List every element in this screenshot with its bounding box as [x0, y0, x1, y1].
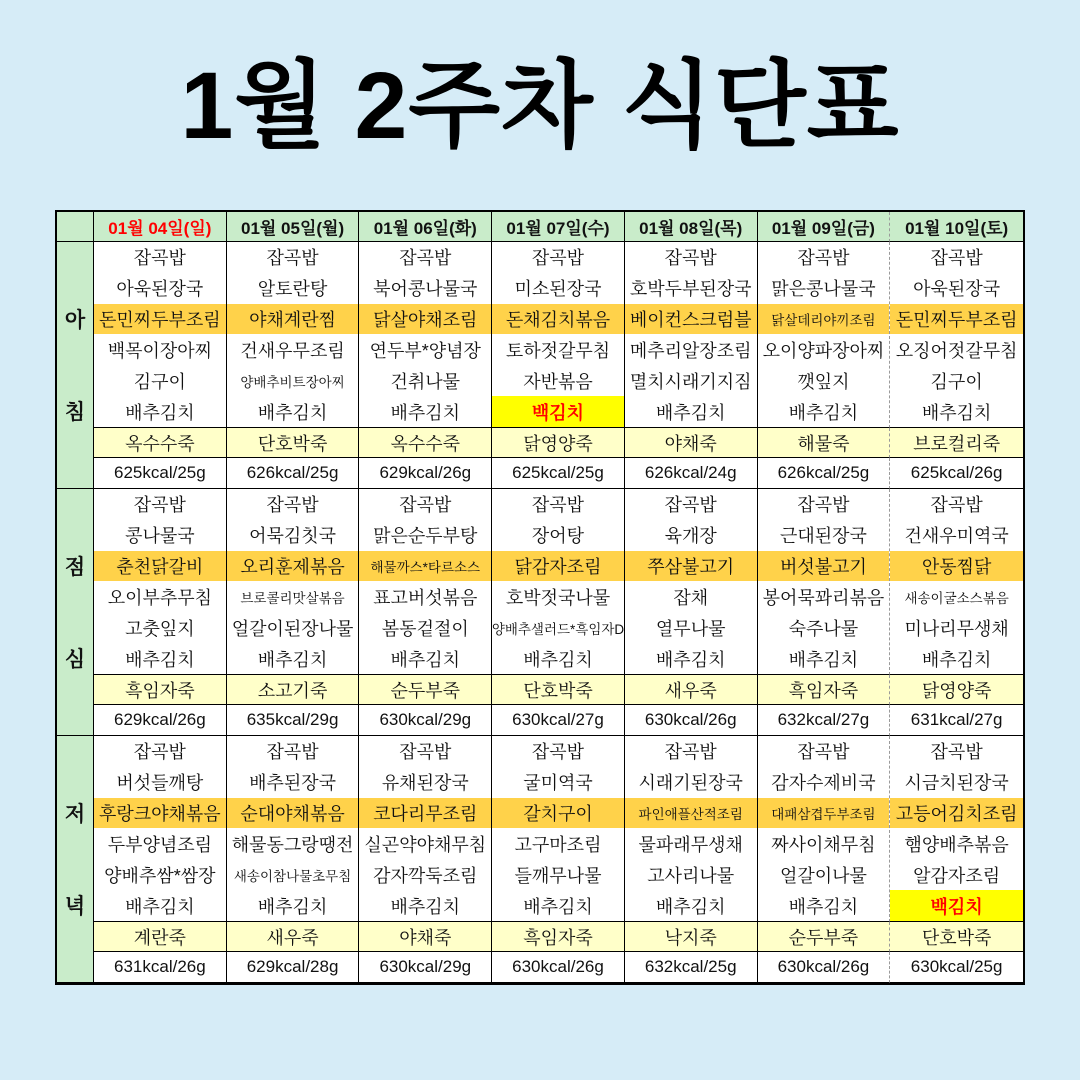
menu-item: 잡곡밥	[133, 742, 186, 763]
date-header-cell: 01월 05일(월)	[227, 212, 360, 242]
menu-item-highlighted: 쭈삼불고기	[625, 551, 757, 582]
menu-item: 배추김치	[788, 649, 859, 670]
menu-item: 건새우미역국	[904, 526, 1009, 547]
porridge-cell: 흑임자죽	[492, 922, 625, 952]
menu-item-highlighted: 순대야채볶음	[227, 798, 359, 829]
menu-item-highlighted: 고등어김치조림	[890, 798, 1023, 829]
menu-item: 감자수제비국	[771, 773, 876, 794]
menu-item: 오징어젓갈무침	[895, 340, 1018, 361]
menu-item: 해물동그랑땡전	[231, 834, 354, 855]
kcal-cell: 630kcal/26g	[492, 952, 625, 983]
menu-item: 새송이굴소스볶음	[904, 590, 1009, 606]
menu-item: 맑은콩나물국	[771, 279, 876, 300]
kcal-cell: 629kcal/26g	[94, 705, 227, 736]
menu-cell	[492, 242, 625, 428]
meal-label-char: 심	[64, 648, 86, 671]
menu-cell	[227, 736, 360, 922]
meal-label-char: 점	[64, 556, 86, 579]
porridge-cell: 새우죽	[625, 675, 758, 705]
menu-item-highlighted: 춘천닭갈비	[94, 551, 226, 582]
porridge-cell: 낙지죽	[625, 922, 758, 952]
meal-plan-grid	[55, 210, 1025, 985]
meal-label-char: 저	[64, 803, 86, 826]
menu-item: 잡곡밥	[797, 495, 850, 516]
menu-item: 잡곡밥	[531, 248, 585, 269]
menu-item: 연두부*양념장	[369, 340, 481, 361]
date-header-cell: 01월 10일(토)	[890, 212, 1023, 242]
porridge-cell: 순두부죽	[359, 675, 492, 705]
kcal-cell: 626kcal/25g	[227, 458, 360, 489]
menu-item-highlighted: 닭감자조림	[492, 551, 624, 582]
menu-item: 잡곡밥	[266, 248, 319, 269]
menu-item: 잡곡밥	[664, 495, 717, 516]
porridge-cell: 야채죽	[625, 428, 758, 458]
meal-label-char: 침	[64, 401, 86, 424]
menu-item-highlighted: 대패삼겹두부조림	[758, 798, 890, 829]
menu-item: 호박두부된장국	[629, 279, 752, 300]
porridge-cell: 단호박죽	[227, 428, 360, 458]
porridge-cell: 순두부죽	[758, 922, 891, 952]
menu-item: 알감자조림	[913, 865, 1001, 886]
menu-item: 배추김치	[390, 649, 461, 670]
menu-cell	[890, 489, 1023, 675]
porridge-cell: 새우죽	[227, 922, 360, 952]
menu-cell	[758, 736, 891, 922]
kcal-cell: 635kcal/29g	[227, 705, 360, 736]
date-header-cell: 01월 04일(일)	[94, 212, 227, 242]
menu-item: 배추김치	[655, 649, 726, 670]
kcal-cell: 625kcal/25g	[94, 458, 227, 489]
menu-item: 숙주나물	[788, 618, 859, 639]
porridge-cell: 단호박죽	[890, 922, 1023, 952]
menu-item: 배추김치	[257, 649, 328, 670]
kcal-cell: 631kcal/26g	[94, 952, 227, 983]
menu-item-highlighted: 후랑크야채볶음	[94, 798, 226, 829]
menu-item: 잡곡밥	[930, 495, 983, 516]
menu-item: 굴미역국	[523, 773, 593, 794]
menu-item-highlighted: 파인애플산적조림	[625, 798, 757, 829]
kcal-cell: 632kcal/27g	[758, 705, 891, 736]
menu-item-highlighted: 안동찜닭	[890, 551, 1023, 582]
menu-item: 잡곡밥	[930, 742, 983, 763]
menu-item: 고춧잎지	[125, 618, 195, 639]
menu-item: 어묵김칫국	[249, 526, 337, 547]
menu-item-highlighted: 돈민찌두부조림	[94, 304, 226, 335]
menu-item-highlighted: 돈민찌두부조림	[890, 304, 1023, 335]
menu-item: 잡곡밥	[531, 495, 585, 516]
menu-cell	[625, 242, 758, 428]
menu-item: 자반볶음	[523, 371, 593, 392]
menu-item: 북어콩나물국	[373, 279, 478, 300]
menu-item: 얼갈이된장나물	[231, 618, 354, 639]
menu-item: 백목이장아찌	[107, 340, 213, 361]
menu-cell	[359, 736, 492, 922]
menu-item-highlighted: 오리훈제볶음	[227, 551, 359, 582]
menu-item: 잡곡밥	[266, 742, 319, 763]
porridge-cell: 옥수수죽	[94, 428, 227, 458]
menu-item: 배추김치	[257, 896, 328, 917]
menu-item: 배추김치	[655, 402, 726, 423]
date-header-cell: 01월 07일(수)	[492, 212, 625, 242]
kcal-cell: 630kcal/26g	[625, 705, 758, 736]
menu-item: 실곤약야채무침	[364, 834, 487, 855]
menu-item: 배추김치	[257, 402, 328, 423]
kcal-cell: 630kcal/27g	[492, 705, 625, 736]
menu-item: 건취나물	[390, 371, 461, 392]
menu-item: 표고버섯볶음	[373, 587, 478, 608]
menu-item: 양배추비트장아찌	[240, 374, 345, 390]
menu-item: 새송이참나물초무침	[233, 868, 352, 884]
menu-item: 고사리나물	[647, 865, 735, 886]
porridge-cell: 야채죽	[359, 922, 492, 952]
menu-item: 고구마조림	[514, 834, 602, 855]
menu-item: 미나리무생채	[904, 618, 1009, 639]
menu-cell	[94, 489, 227, 675]
menu-item: 건새우무조림	[240, 340, 345, 361]
menu-item: 잡채	[673, 587, 709, 608]
menu-item: 잡곡밥	[266, 495, 319, 516]
menu-cell	[758, 242, 891, 428]
menu-item: 아욱된장국	[116, 279, 204, 300]
menu-item: 배추김치	[788, 896, 859, 917]
meal-label-char: 녁	[64, 895, 86, 918]
menu-item: 호박젓국나물	[505, 587, 611, 608]
porridge-cell: 단호박죽	[492, 675, 625, 705]
kcal-cell: 632kcal/25g	[625, 952, 758, 983]
date-header-cell: 01월 09일(금)	[758, 212, 891, 242]
menu-item: 들깨무나물	[514, 865, 602, 886]
menu-item: 양배추샐러드*흑임자D	[492, 621, 624, 637]
menu-item: 맑은순두부탕	[373, 526, 478, 547]
porridge-cell: 해물죽	[758, 428, 891, 458]
table-corner-cell	[57, 212, 94, 242]
menu-cell	[625, 489, 758, 675]
porridge-cell: 흑임자죽	[94, 675, 227, 705]
menu-item: 시래기된장국	[638, 773, 743, 794]
menu-cell	[890, 242, 1023, 428]
kcal-cell: 629kcal/28g	[227, 952, 360, 983]
menu-item: 얼갈이나물	[779, 865, 867, 886]
menu-item: 배추된장국	[249, 773, 337, 794]
menu-item: 깻잎지	[797, 371, 850, 392]
menu-item: 아욱된장국	[913, 279, 1001, 300]
date-header-cell: 01월 06일(화)	[359, 212, 492, 242]
menu-item-highlighted: 백김치	[492, 396, 624, 427]
porridge-cell: 계란죽	[94, 922, 227, 952]
meal-label-점심	[57, 489, 94, 736]
menu-item: 봄동겉절이	[381, 618, 469, 639]
menu-item-highlighted: 갈치구이	[492, 798, 624, 829]
kcal-cell: 630kcal/25g	[890, 952, 1023, 983]
menu-item: 김구이	[133, 371, 186, 392]
menu-item: 열무나물	[655, 618, 726, 639]
menu-item: 잡곡밥	[797, 248, 850, 269]
menu-item: 미소된장국	[514, 279, 602, 300]
menu-item: 토하젓갈무침	[505, 340, 611, 361]
porridge-cell: 닭영양죽	[890, 675, 1023, 705]
menu-cell	[625, 736, 758, 922]
menu-item: 메추리알장조림	[629, 340, 752, 361]
menu-cell	[492, 489, 625, 675]
menu-item: 봉어묵꽈리볶음	[762, 587, 885, 608]
porridge-cell: 소고기죽	[227, 675, 360, 705]
kcal-cell: 630kcal/29g	[359, 952, 492, 983]
meal-label-char: 아	[64, 309, 86, 332]
kcal-cell: 631kcal/27g	[890, 705, 1023, 736]
menu-item: 햄양배추볶음	[904, 834, 1009, 855]
porridge-cell: 흑임자죽	[758, 675, 891, 705]
date-header-cell: 01월 08일(목)	[625, 212, 758, 242]
meal-plan-table	[55, 210, 1025, 985]
menu-item-highlighted: 닭살데리야끼조림	[758, 304, 890, 335]
kcal-cell: 626kcal/25g	[758, 458, 891, 489]
meal-label-저녁	[57, 736, 94, 983]
menu-cell	[359, 489, 492, 675]
menu-item: 잡곡밥	[399, 742, 452, 763]
menu-item-highlighted: 백김치	[890, 890, 1023, 921]
menu-cell	[758, 489, 891, 675]
menu-cell	[492, 736, 625, 922]
menu-item: 오이부추무침	[107, 587, 213, 608]
kcal-cell: 629kcal/26g	[359, 458, 492, 489]
menu-item: 배추김치	[921, 402, 992, 423]
menu-cell	[227, 489, 360, 675]
menu-item: 잡곡밥	[531, 742, 585, 763]
meal-label-아침	[57, 242, 94, 489]
kcal-cell: 626kcal/24g	[625, 458, 758, 489]
porridge-cell: 옥수수죽	[359, 428, 492, 458]
menu-item: 알토란탕	[257, 279, 328, 300]
menu-item: 배추김치	[125, 649, 195, 670]
menu-item: 근대된장국	[779, 526, 867, 547]
menu-item: 잡곡밥	[797, 742, 850, 763]
menu-item: 두부양념조림	[107, 834, 213, 855]
menu-item: 배추김치	[523, 896, 593, 917]
menu-item: 잡곡밥	[399, 495, 452, 516]
kcal-cell: 625kcal/26g	[890, 458, 1023, 489]
menu-item: 브로콜리맛살볶음	[240, 590, 345, 606]
menu-item: 배추김치	[125, 896, 195, 917]
menu-item-highlighted: 베이컨스크럼블	[625, 304, 757, 335]
menu-item: 양배추쌈*쌈장	[104, 865, 216, 886]
menu-item-highlighted: 야채계란찜	[227, 304, 359, 335]
menu-item: 감자깍둑조림	[373, 865, 478, 886]
menu-cell	[94, 242, 227, 428]
kcal-cell: 625kcal/25g	[492, 458, 625, 489]
menu-item: 잡곡밥	[399, 248, 452, 269]
menu-item: 잡곡밥	[664, 742, 717, 763]
menu-cell	[890, 736, 1023, 922]
menu-item-highlighted: 해물까스*타르소스	[359, 551, 491, 582]
porridge-cell: 브로컬리죽	[890, 428, 1023, 458]
menu-item: 콩나물국	[125, 526, 195, 547]
menu-item: 오이양파장아찌	[762, 340, 885, 361]
menu-item: 배추김치	[390, 896, 461, 917]
menu-item-highlighted: 버섯불고기	[758, 551, 890, 582]
menu-item: 유채된장국	[381, 773, 469, 794]
menu-item: 시금치된장국	[904, 773, 1009, 794]
page-title: 1월 2주차 식단표	[180, 53, 900, 159]
menu-item-highlighted: 돈채김치볶음	[492, 304, 624, 335]
menu-item-highlighted: 코다리무조림	[359, 798, 491, 829]
menu-item: 멸치시래기지짐	[629, 371, 752, 392]
menu-item: 배추김치	[523, 649, 593, 670]
menu-item: 육개장	[664, 526, 717, 547]
porridge-cell: 닭영양죽	[492, 428, 625, 458]
menu-item: 버섯들깨탕	[116, 773, 204, 794]
kcal-cell: 630kcal/26g	[758, 952, 891, 983]
menu-item: 잡곡밥	[930, 248, 983, 269]
menu-cell	[94, 736, 227, 922]
menu-cell	[227, 242, 360, 428]
menu-item: 잡곡밥	[133, 248, 186, 269]
menu-cell	[359, 242, 492, 428]
menu-item: 장어탕	[531, 526, 585, 547]
kcal-cell: 630kcal/29g	[359, 705, 492, 736]
menu-item: 배추김치	[655, 896, 726, 917]
menu-item: 배추김치	[390, 402, 461, 423]
menu-item: 배추김치	[921, 649, 992, 670]
menu-item: 배추김치	[125, 402, 195, 423]
menu-item: 잡곡밥	[133, 495, 186, 516]
menu-item: 배추김치	[788, 402, 859, 423]
menu-item: 짜사이채무침	[771, 834, 876, 855]
menu-item: 김구이	[930, 371, 983, 392]
menu-item: 잡곡밥	[664, 248, 717, 269]
menu-item: 물파래무생채	[638, 834, 743, 855]
menu-item-highlighted: 닭살야채조림	[359, 304, 491, 335]
